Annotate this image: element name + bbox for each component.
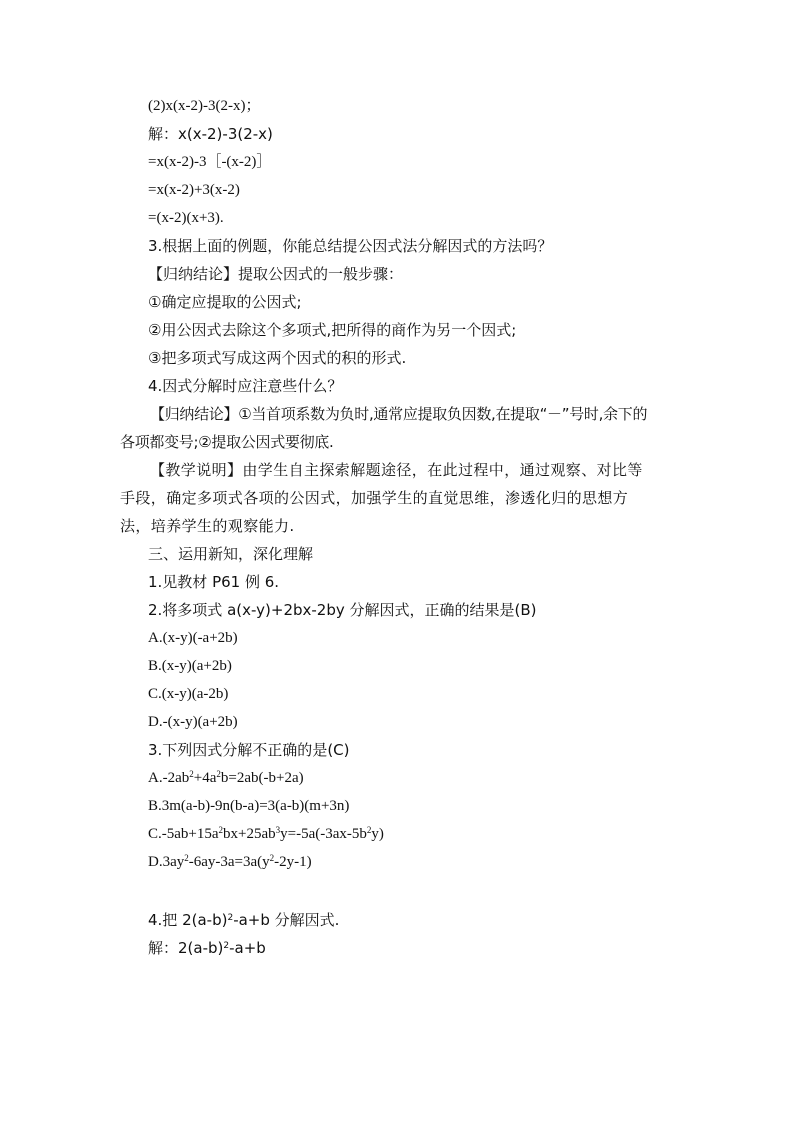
step-2: ②用公因式去除这个多项式,把所得的商作为另一个因式; <box>148 321 517 339</box>
exponent: 2 <box>218 825 224 835</box>
example-2-problem: (2)x(x-2)-3(2-x)； <box>148 98 261 114</box>
exercise-2-option-d: D.-(x-y)(a+2b) <box>148 714 238 730</box>
text-part: y) <box>371 826 384 842</box>
exercise-2-option-a: A.(x-y)(-a+2b) <box>148 630 238 646</box>
exercise-1: 1.见教材 P61 例 6. <box>148 573 280 591</box>
exercise-2: 2.将多项式 a(x-y)+2bx-2by 分解因式，正确的结果是(B) <box>148 601 537 619</box>
text-part: 解：2(a-b) <box>148 939 224 957</box>
exponent: 2 <box>227 913 234 923</box>
exercise-3-option-c <box>148 820 678 848</box>
exponent: 2 <box>189 769 194 779</box>
exercise-4-solution <box>148 934 678 962</box>
exponent: 2 <box>366 825 372 835</box>
exponent: 2 <box>184 853 189 863</box>
step-3: ③把多项式写成这两个因式的积的形式. <box>148 349 407 367</box>
text-part: 4.把 2(a-b) <box>148 911 228 929</box>
text-part: +4a <box>193 770 217 786</box>
text-part: -6ay-3a=3a(y <box>188 854 270 870</box>
conclusion-paragraph: 【归纳结论】①当首项系数为负时,通常应提取负因数,在提取“－”号时,余下的各项都变号;②提取公因式要彻底. <box>120 405 648 451</box>
exponent: 3 <box>275 825 281 835</box>
exercise-3-option-a <box>148 764 678 792</box>
example-2-step-2: =x(x-2)+3(x-2) <box>148 182 240 198</box>
teaching-note-paragraph: 【教学说明】由学生自主探索解题途径，在此过程中，通过观察、对比等手段，确定多项式各项的公因式，加强学生的直觉思维，渗透化归的思想方法，培养学生的观察能力. <box>120 461 643 535</box>
blank-gap <box>148 876 678 906</box>
example-2-solution-start: 解：x(x-2)-3(2-x) <box>148 125 273 143</box>
exercise-3-option-b: B.3m(a-b)-9n(b-a)=3(a-b)(m+3n) <box>148 798 350 814</box>
text-part: b=2ab(-b+2a) <box>220 770 304 786</box>
exercise-2-option-b: B.(x-y)(a+2b) <box>148 658 232 674</box>
text-part: y=-5a(-3ax-5b <box>280 826 367 842</box>
text-part: C.-5ab+15a <box>148 826 219 842</box>
question-3: 3.根据上面的例题，你能总结提公因式法分解因式的方法吗？ <box>148 237 553 255</box>
exercise-4 <box>148 906 678 934</box>
document-body <box>120 92 678 962</box>
exercise-3: 3.下列因式分解不正确的是(C) <box>148 741 350 759</box>
text-part: -a+b <box>229 939 266 957</box>
text-part: A.-2ab <box>148 770 190 786</box>
text-part: bx+25ab <box>223 826 276 842</box>
exponent: 2 <box>223 941 230 951</box>
text-part: D.3ay <box>148 854 185 870</box>
example-2-result: =(x-2)(x+3). <box>148 210 224 226</box>
example-2-step-1: =x(x-2)-3［-(x-2)］ <box>148 154 272 170</box>
conclusion-heading: 【归纳结论】提取公因式的一般步骤： <box>148 265 404 283</box>
question-4: 4.因式分解时应注意些什么？ <box>148 377 343 395</box>
exponent: 2 <box>269 853 275 863</box>
exponent: 2 <box>216 769 221 779</box>
text-part: -2y-1) <box>274 854 312 870</box>
exercise-2-option-c: C.(x-y)(a-2b) <box>148 686 229 702</box>
text-part: -a+b 分解因式. <box>233 911 340 929</box>
step-1: ①确定应提取的公因式; <box>148 293 302 311</box>
section-heading: 三、运用新知，深化理解 <box>148 545 314 563</box>
exercise-3-option-d <box>148 848 678 876</box>
